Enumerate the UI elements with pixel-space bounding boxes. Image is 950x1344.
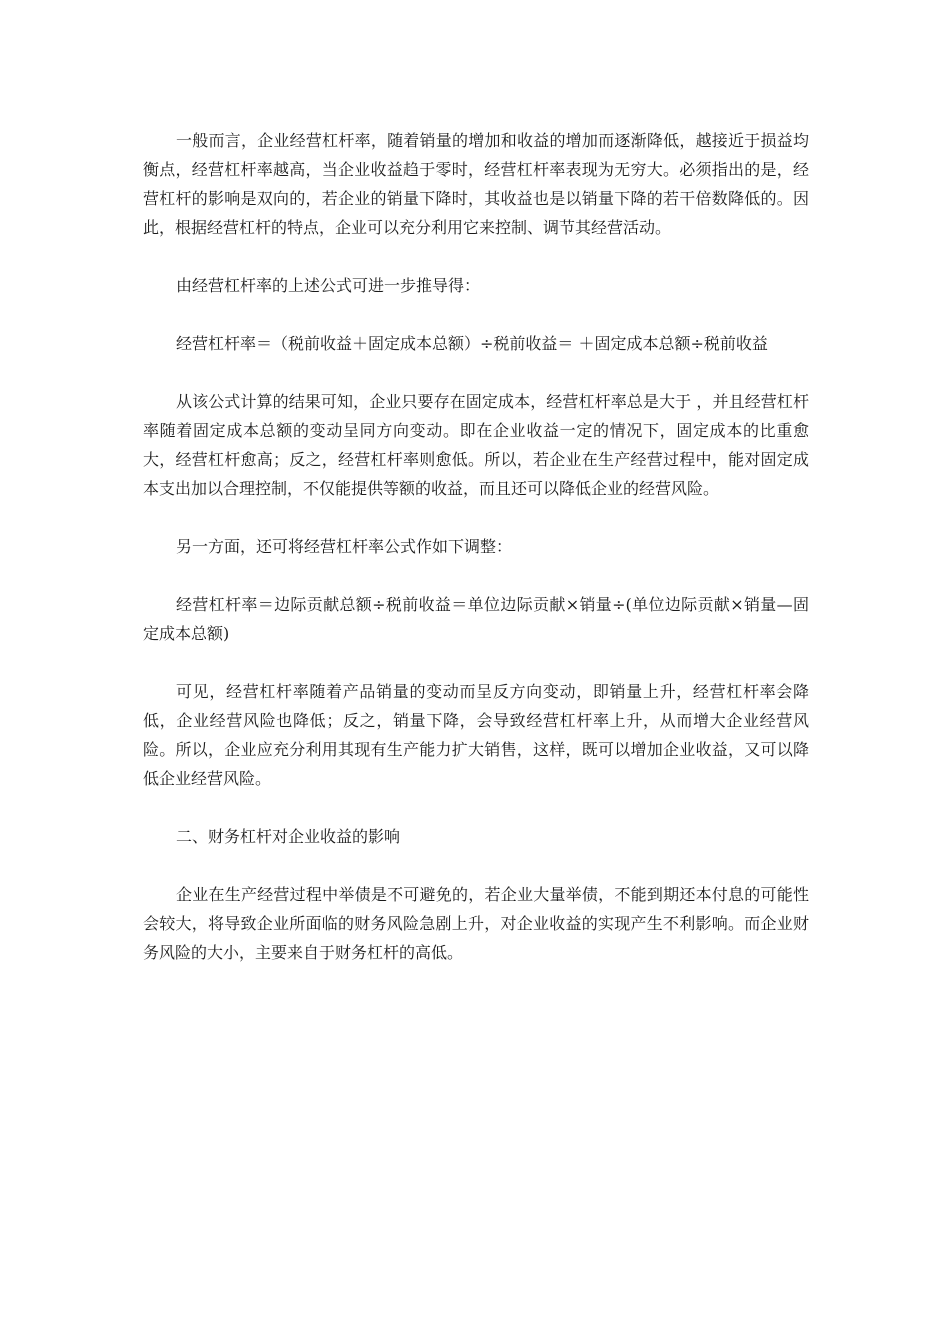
paragraph-formula-adjust-intro: 另一方面，还可将经营杠杆率公式作如下调整：	[176, 537, 513, 556]
paragraph-formula-intro: 由经营杠杆率的上述公式可进一步推导得：	[176, 276, 481, 295]
paragraph-formula-2: 经营杠杆率＝边际贡献总额÷税前收益＝单位边际贡献×销量÷(单位边际贡献×销量—固定成本总额)	[143, 595, 809, 643]
section-heading-financial-leverage: 二、财务杠杆对企业收益的影响	[176, 827, 401, 846]
paragraph-operating-leverage-overview: 一般而言，企业经营杠杆率，随着销量的增加和收益的增加而逐渐降低，越接近于损益均衡点，经营杠杆率越高，当企业收益趋于零时，经营杠杆率表现为无穷大。必须指出的是，经营杠杆的影响是双向的，若企业的销量下降时，其收益也是以销量下降的若干倍数降低的。因此，根据经营杠杆的特点，企业可以充分利用它来控制、调节其经营活动。	[143, 131, 809, 237]
paragraph-formula-1-explanation: 从该公式计算的结果可知，企业只要存在固定成本，经营杠杆率总是大于 ，并且经营杠杆率随着固定成本总额的变动呈同方向变动。即在企业收益一定的情况下，固定成本的比重愈大，经营杠杆愈高；反之，经营杠杆率则愈低。所以，若企业在生产经营过程中，能对固定成本支出加以合理控制，不仅能提供等额的收益，而且还可以降低企业的经营风险。	[143, 392, 809, 498]
paragraph-formula-1: 经营杠杆率＝（税前收益＋固定成本总额）÷税前收益＝ ＋固定成本总额÷税前收益	[176, 334, 768, 353]
paragraph-financial-leverage: 企业在生产经营过程中举债是不可避免的，若企业大量举债，不能到期还本付息的可能性会较大，将导致企业所面临的财务风险急剧上升，对企业收益的实现产生不利影响。而企业财务风险的大小，主要来自于财务杠杆的高低。	[143, 885, 809, 962]
document-body	[143, 126, 809, 996]
paragraph-formula-2-explanation: 可见，经营杠杆率随着产品销量的变动而呈反方向变动，即销量上升，经营杠杆率会降低，企业经营风险也降低；反之，销量下降，会导致经营杠杆率上升，从而增大企业经营风险。所以，企业应充分利用其现有生产能力扩大销售，这样，既可以增加企业收益，又可以降低企业经营风险。	[143, 682, 809, 788]
